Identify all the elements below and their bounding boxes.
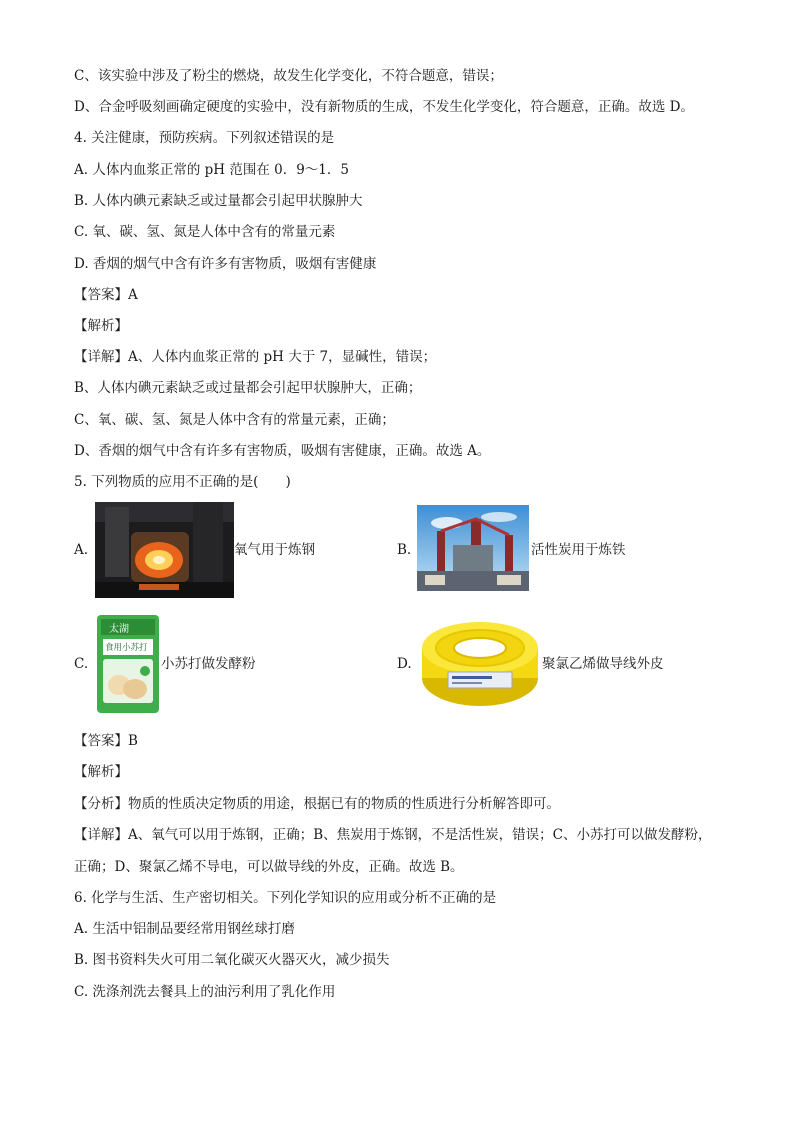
analysis-label: 【解析】 [74,764,128,780]
text-line: D、合金呼吸刻画确定硬度的实验中，没有新物质的生成，不发生化学变化，符合题意，正确。故选 D。 [74,99,694,115]
option-c-text: 小苏打做发酵粉 [161,656,256,672]
package-name: 食用小苏打 [105,643,148,653]
question-6-stem: 6. 化学与生活、生产密切相关。下列化学知识的应用或分析不正确的是 [74,890,497,906]
explanation-line: B、人体内碘元素缺乏或过量都会引起甲状腺肿大，正确； [74,380,422,396]
analysis-line: 【分析】物质的性质决定物质的用途，根据已有的物质的性质进行分析解答即可。 [74,796,560,812]
text-line: C、该实验中涉及了粉尘的燃烧，故发生化学变化，不符合题意，错误； [74,68,503,84]
explanation-line: 正确；D、聚氯乙烯不导电，可以做导线的外皮，正确。故选 B。 [74,859,464,875]
explanation-line: 【详解】A、人体内血浆正常的 pH 大于 7，显碱性，错误； [74,349,437,365]
question-6-option-b: B. 图书资料失火可用二氧化碳灭火器灭火，减少损失 [74,952,390,968]
question-4-option-c: C. 氧、碳、氢、氮是人体中含有的常量元素 [74,224,336,240]
question-4-option-d: D. 香烟的烟气中含有许多有害物质，吸烟有害健康 [74,256,377,272]
question-6-option-a: A. 生活中铝制品要经常用钢丝球打磨 [74,921,295,937]
answer-label: 【答案】B [74,733,138,749]
question-4-stem: 4. 关注健康，预防疾病。下列叙述错误的是 [74,130,335,146]
explanation-line: C、氧、碳、氢、氮是人体中含有的常量元素，正确； [74,412,395,428]
analysis-label: 【解析】 [74,318,128,334]
explanation-line: D、香烟的烟气中含有许多有害物质，吸烟有害健康，正确。故选 A。 [74,443,491,459]
package-brand: 太湖 [109,624,129,635]
baking-soda-package-image [95,613,161,715]
option-b-letter: B. [397,542,412,558]
option-a-text: 氧气用于炼钢 [234,542,315,558]
steel-furnace-image [95,502,234,598]
option-b-text: 活性炭用于炼铁 [531,542,626,558]
question-6-option-c: C. 洗涤剂洗去餐具上的油污利用了乳化作用 [74,984,336,1000]
wire-coil-image [418,614,542,710]
option-d-letter: D. [397,656,412,672]
option-d-text: 聚氯乙烯做导线外皮 [542,656,664,672]
question-5-stem: 5. 下列物质的应用不正确的是( ) [74,474,291,490]
option-c-letter: C. [74,656,89,672]
option-a-letter: A. [74,542,89,558]
answer-label: 【答案】A [74,287,138,303]
question-4-option-b: B. 人体内碘元素缺乏或过量都会引起甲状腺肿大 [74,193,363,209]
explanation-line: 【详解】A、氧气可以用于炼钢，正确；B、焦炭用于炼钢，不是活性炭，错误；C、小苏打可以做发酵粉， [74,827,712,843]
blast-furnace-image [417,505,529,591]
question-4-option-a: A. 人体内血浆正常的 pH 范围在 0．9～1．5 [74,162,349,178]
